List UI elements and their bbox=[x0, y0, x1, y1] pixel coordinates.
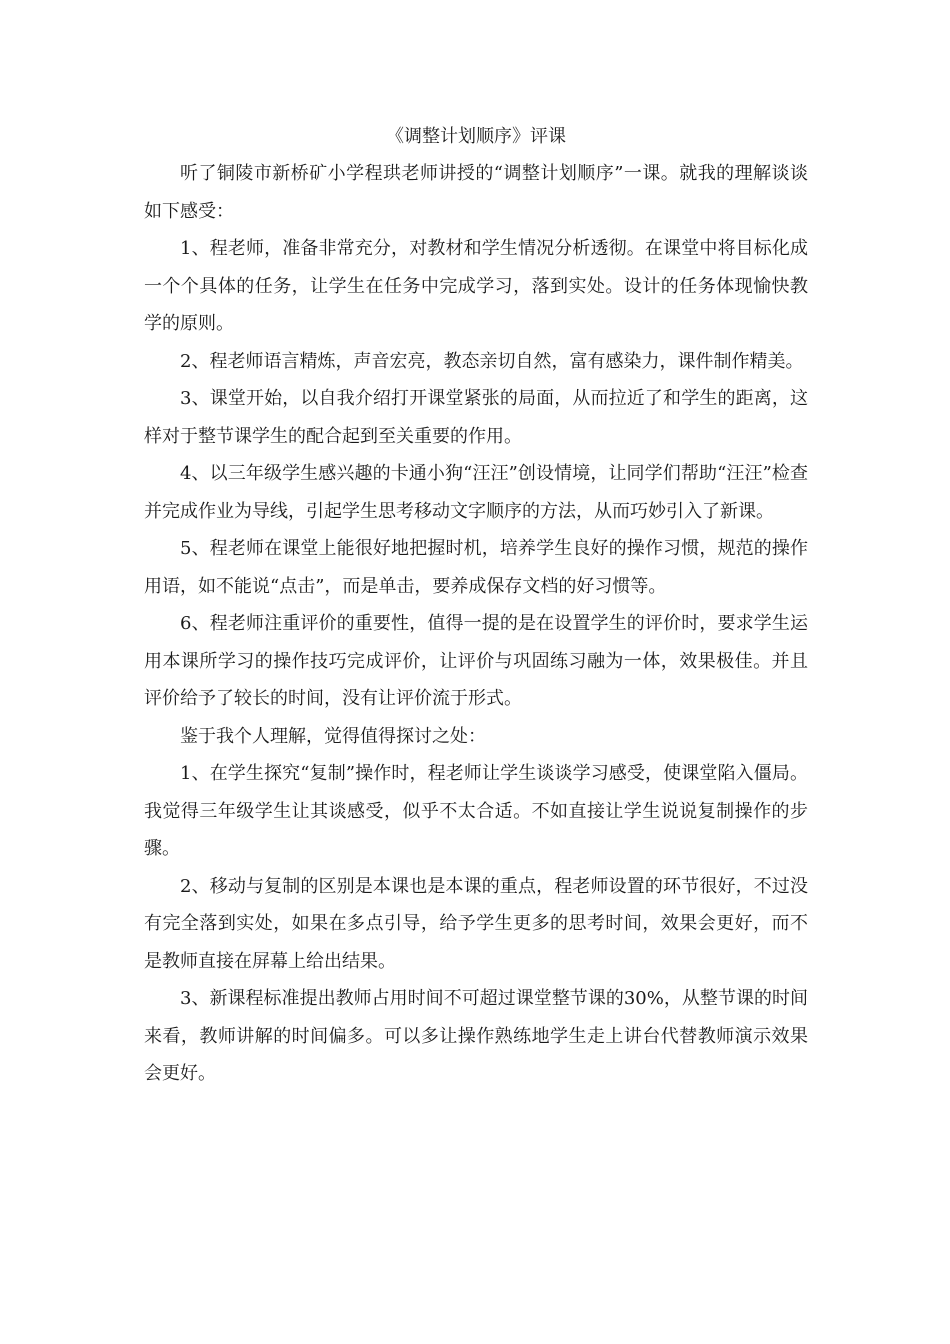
strength-paragraph-3: 3、课堂开始，以自我介绍打开课堂紧张的局面，从而拉近了和学生的距离，这样对于整节课学生的配合起到至关重要的作用。 bbox=[144, 388, 808, 447]
strength-paragraph-6: 6、程老师注重评价的重要性，值得一提的是在设置学生的评价时，要求学生运用本课所学习的操作技巧完成评价，让评价与巩固练习融为一体，效果极佳。并且评价给予了较长的时间，没有让评价流于形式。 bbox=[144, 613, 808, 709]
document-page bbox=[144, 118, 808, 1093]
intro-paragraph: 听了铜陵市新桥矿小学程珙老师讲授的“调整计划顺序”一课。就我的理解谈谈如下感受： bbox=[144, 163, 808, 222]
strength-paragraph-1: 1、程老师，准备非常充分，对教材和学生情况分析透彻。在课堂中将目标化成一个个具体的任务，让学生在任务中完成学习，落到实处。设计的任务体现愉快教学的原则。 bbox=[144, 238, 808, 334]
strength-paragraph-4: 4、以三年级学生感兴趣的卡通小狗“汪汪”创设情境，让同学们帮助“汪汪”检查并完成作业为导线，引起学生思考移动文字顺序的方法，从而巧妙引入了新课。 bbox=[144, 463, 808, 522]
discussion-paragraph-3: 3、新课程标准提出教师占用时间不可超过课堂整节课的30%，从整节课的时间来看，教师讲解的时间偏多。可以多让操作熟练地学生走上讲台代替教师演示效果会更好。 bbox=[144, 988, 808, 1084]
discussion-paragraph-1: 1、在学生探究“复制”操作时，程老师让学生谈谈学习感受，使课堂陷入僵局。我觉得三年级学生让其谈感受，似乎不太合适。不如直接让学生说说复制操作的步骤。 bbox=[144, 763, 808, 859]
discussion-heading: 鉴于我个人理解，觉得值得探讨之处： bbox=[180, 725, 486, 747]
strength-paragraph-2: 2、程老师语言精炼，声音宏亮，教态亲切自然，富有感染力，课件制作精美。 bbox=[180, 350, 804, 372]
strength-paragraph-5: 5、程老师在课堂上能很好地把握时机，培养学生良好的操作习惯，规范的操作用语，如不能说“点击”，而是单击，要养成保存文档的好习惯等。 bbox=[144, 538, 808, 597]
document-title: 《调整计划顺序》评课 bbox=[386, 126, 566, 147]
discussion-paragraph-2: 2、移动与复制的区别是本课也是本课的重点，程老师设置的环节很好，不过没有完全落到实处，如果在多点引导，给予学生更多的思考时间，效果会更好，而不是教师直接在屏幕上给出结果。 bbox=[144, 875, 808, 972]
